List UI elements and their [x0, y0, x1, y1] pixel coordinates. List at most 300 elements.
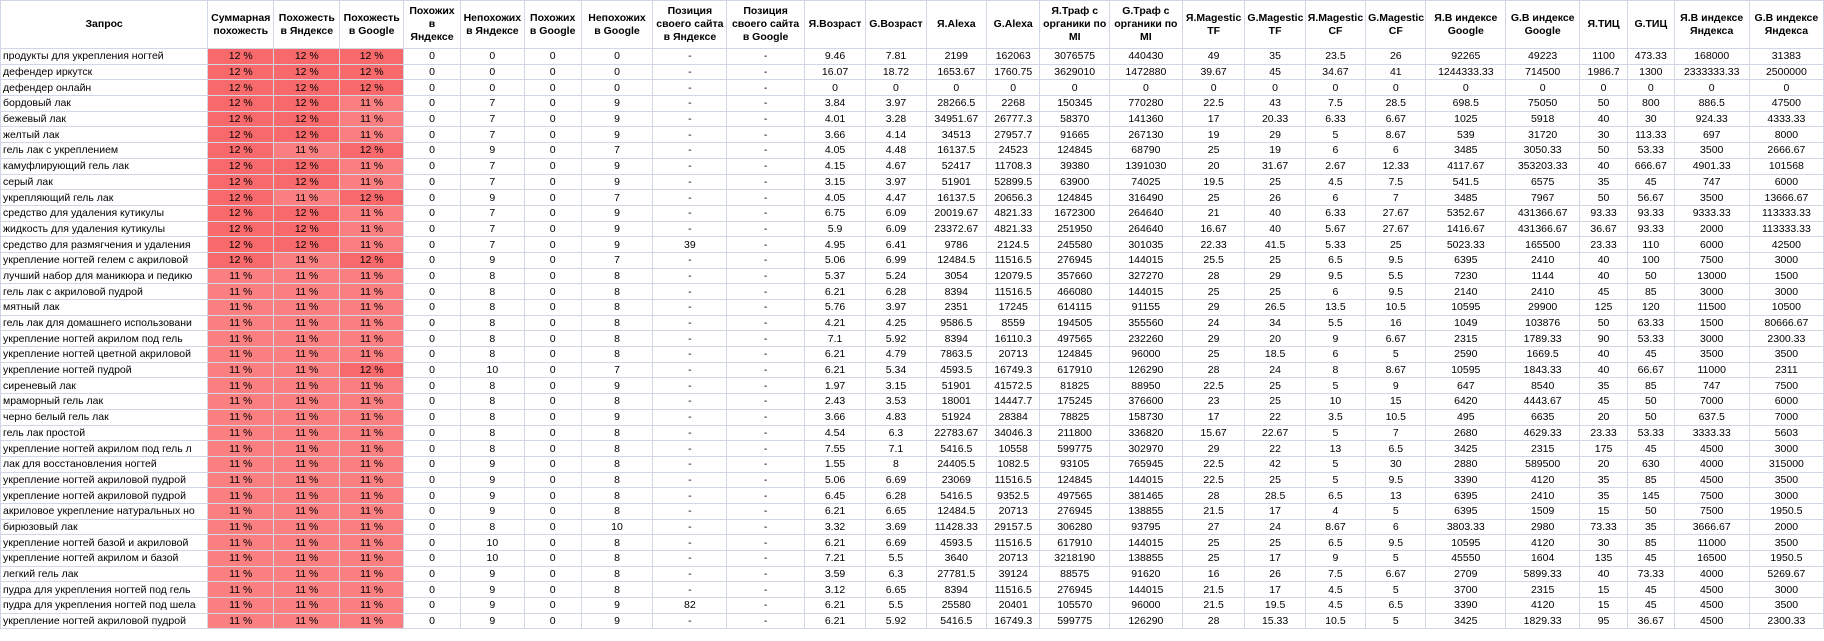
table-cell[interactable]: 0	[524, 205, 581, 221]
table-cell[interactable]: 7	[1366, 190, 1426, 206]
table-cell[interactable]: 6.28	[866, 488, 926, 504]
table-cell[interactable]: 6.69	[866, 472, 926, 488]
table-cell[interactable]: 93.33	[1627, 205, 1674, 221]
table-cell[interactable]: 7	[460, 237, 524, 253]
table-cell[interactable]: 3640	[926, 551, 986, 567]
table-cell[interactable]: 24	[1245, 519, 1305, 535]
column-header[interactable]: Непохожих в Google	[581, 1, 653, 49]
query-cell[interactable]: средство для удаления кутикулы	[1, 205, 208, 221]
table-cell[interactable]: 22.5	[1182, 378, 1245, 394]
table-cell[interactable]: 4.47	[866, 190, 926, 206]
table-cell[interactable]: 28	[1182, 362, 1245, 378]
table-cell[interactable]: 2410	[1506, 488, 1580, 504]
table-cell[interactable]: 81825	[1040, 378, 1109, 394]
table-cell[interactable]: 3.32	[804, 519, 865, 535]
table-cell[interactable]: 9	[581, 378, 653, 394]
table-cell[interactable]: 0	[524, 158, 581, 174]
table-cell[interactable]: 0	[404, 284, 461, 300]
table-cell[interactable]: 6.65	[866, 503, 926, 519]
table-cell[interactable]: 0	[404, 205, 461, 221]
table-cell[interactable]: 27	[1182, 519, 1245, 535]
table-cell[interactable]: 3500	[1749, 472, 1823, 488]
table-cell[interactable]: 5	[1305, 456, 1365, 472]
table-cell[interactable]: 1604	[1506, 551, 1580, 567]
table-cell[interactable]: 3666.67	[1674, 519, 1749, 535]
table-cell[interactable]: 9	[581, 174, 653, 190]
table-cell[interactable]: 7500	[1749, 378, 1823, 394]
query-cell[interactable]: пудра для укрепления ногтей под гель	[1, 582, 208, 598]
table-cell[interactable]: -	[653, 394, 727, 410]
table-cell[interactable]: 630	[1627, 456, 1674, 472]
table-cell[interactable]: 36.67	[1627, 613, 1674, 629]
table-cell[interactable]: 4.67	[866, 158, 926, 174]
table-cell[interactable]: 0	[1426, 80, 1506, 96]
table-cell[interactable]: 23372.67	[926, 221, 986, 237]
table-cell[interactable]: -	[727, 252, 804, 268]
table-cell[interactable]: 5	[1366, 582, 1426, 598]
table-cell[interactable]: 8	[581, 331, 653, 347]
query-cell[interactable]: бежевый лак	[1, 111, 208, 127]
table-cell[interactable]: 93795	[1109, 519, 1182, 535]
table-cell[interactable]: 6.67	[1366, 111, 1426, 127]
table-cell[interactable]: 35	[1627, 519, 1674, 535]
similarity-cell[interactable]: 12 %	[208, 143, 274, 159]
table-cell[interactable]: 28.5	[1245, 488, 1305, 504]
table-cell[interactable]: 5416.5	[926, 613, 986, 629]
table-cell[interactable]: 4.05	[804, 190, 865, 206]
similarity-cell[interactable]: 11 %	[274, 190, 340, 206]
table-cell[interactable]: 26	[1245, 190, 1305, 206]
table-cell[interactable]: 6.41	[866, 237, 926, 253]
table-cell[interactable]: 9	[460, 456, 524, 472]
query-cell[interactable]: бирюзовый лак	[1, 519, 208, 535]
table-cell[interactable]: 3500	[1749, 598, 1823, 614]
table-cell[interactable]: -	[727, 347, 804, 363]
similarity-cell[interactable]: 11 %	[274, 268, 340, 284]
table-cell[interactable]: 4120	[1506, 535, 1580, 551]
table-cell[interactable]: 5269.67	[1749, 566, 1823, 582]
table-cell[interactable]: 3.66	[804, 409, 865, 425]
similarity-cell[interactable]: 11 %	[340, 284, 404, 300]
table-cell[interactable]: -	[727, 64, 804, 80]
table-cell[interactable]: 28.5	[1366, 96, 1426, 112]
table-cell[interactable]: 85	[1627, 472, 1674, 488]
table-cell[interactable]: 0	[404, 80, 461, 96]
table-cell[interactable]: 9	[1305, 331, 1365, 347]
table-cell[interactable]: 45	[1627, 582, 1674, 598]
table-cell[interactable]: 30	[1366, 456, 1426, 472]
table-cell[interactable]: 3.59	[804, 566, 865, 582]
table-cell[interactable]: 497565	[1040, 488, 1109, 504]
table-cell[interactable]: 357660	[1040, 268, 1109, 284]
column-header[interactable]: G.ТИЦ	[1627, 1, 1674, 49]
table-cell[interactable]: -	[727, 221, 804, 237]
table-cell[interactable]: 13.5	[1305, 300, 1365, 316]
similarity-cell[interactable]: 11 %	[340, 519, 404, 535]
table-cell[interactable]: 16749.3	[986, 613, 1040, 629]
table-cell[interactable]: 25	[1245, 535, 1305, 551]
table-cell[interactable]: 3000	[1749, 284, 1823, 300]
table-cell[interactable]: 17245	[986, 300, 1040, 316]
table-cell[interactable]: 91620	[1109, 566, 1182, 582]
table-cell[interactable]: 16110.3	[986, 331, 1040, 347]
table-cell[interactable]: 19	[1182, 127, 1245, 143]
similarity-cell[interactable]: 12 %	[340, 80, 404, 96]
table-cell[interactable]: 4821.33	[986, 221, 1040, 237]
table-cell[interactable]: 20	[1182, 158, 1245, 174]
table-cell[interactable]: 3000	[1674, 331, 1749, 347]
query-cell[interactable]: укрепление ногтей акриловой пудрой	[1, 472, 208, 488]
table-cell[interactable]: 4333.33	[1749, 111, 1823, 127]
table-cell[interactable]: 6	[1305, 190, 1365, 206]
table-cell[interactable]: 27957.7	[986, 127, 1040, 143]
table-cell[interactable]: 29	[1245, 268, 1305, 284]
table-cell[interactable]: 4500	[1674, 472, 1749, 488]
table-cell[interactable]: 2311	[1749, 362, 1823, 378]
table-cell[interactable]: 7967	[1506, 190, 1580, 206]
table-cell[interactable]: 5	[1305, 378, 1365, 394]
table-cell[interactable]: 11516.5	[986, 284, 1040, 300]
table-cell[interactable]: 0	[404, 158, 461, 174]
table-cell[interactable]: 251950	[1040, 221, 1109, 237]
table-cell[interactable]: 666.67	[1627, 158, 1674, 174]
table-cell[interactable]: -	[727, 331, 804, 347]
table-cell[interactable]: 2268	[986, 96, 1040, 112]
table-cell[interactable]: 40	[1245, 205, 1305, 221]
table-cell[interactable]: 16500	[1674, 551, 1749, 567]
table-cell[interactable]: 20019.67	[926, 205, 986, 221]
similarity-cell[interactable]: 12 %	[274, 221, 340, 237]
table-cell[interactable]: 6420	[1426, 394, 1506, 410]
similarity-cell[interactable]: 12 %	[274, 158, 340, 174]
table-cell[interactable]: 68790	[1109, 143, 1182, 159]
table-cell[interactable]: 9	[460, 252, 524, 268]
table-cell[interactable]: 4.14	[866, 127, 926, 143]
table-cell[interactable]: -	[653, 268, 727, 284]
table-cell[interactable]: 5603	[1749, 425, 1823, 441]
table-cell[interactable]: 8.67	[1366, 127, 1426, 143]
table-cell[interactable]: 24	[1245, 362, 1305, 378]
table-cell[interactable]: 4.48	[866, 143, 926, 159]
table-cell[interactable]: 90	[1580, 331, 1628, 347]
table-cell[interactable]: 2.67	[1305, 158, 1365, 174]
table-cell[interactable]: 45	[1245, 64, 1305, 80]
table-cell[interactable]: 103876	[1506, 315, 1580, 331]
table-cell[interactable]: 7500	[1674, 503, 1749, 519]
table-cell[interactable]: -	[727, 127, 804, 143]
table-cell[interactable]: 45	[1627, 598, 1674, 614]
similarity-cell[interactable]: 11 %	[208, 425, 274, 441]
similarity-cell[interactable]: 11 %	[274, 409, 340, 425]
table-cell[interactable]: -	[727, 174, 804, 190]
table-cell[interactable]: 23.5	[1305, 49, 1365, 65]
table-cell[interactable]: 0	[404, 331, 461, 347]
table-cell[interactable]: 5	[1366, 613, 1426, 629]
table-cell[interactable]: 1472880	[1109, 64, 1182, 80]
table-cell[interactable]: 9.5	[1305, 268, 1365, 284]
table-cell[interactable]: 770280	[1109, 96, 1182, 112]
table-cell[interactable]: 381465	[1109, 488, 1182, 504]
table-cell[interactable]: 7	[581, 252, 653, 268]
similarity-cell[interactable]: 11 %	[208, 331, 274, 347]
table-cell[interactable]: 45	[1627, 551, 1674, 567]
table-cell[interactable]: 6.3	[866, 425, 926, 441]
table-cell[interactable]: 22.5	[1182, 456, 1245, 472]
table-cell[interactable]: 53.33	[1627, 425, 1674, 441]
table-cell[interactable]: -	[653, 535, 727, 551]
table-cell[interactable]: 17	[1245, 503, 1305, 519]
query-cell[interactable]: гель лак простой	[1, 425, 208, 441]
table-cell[interactable]: 39.67	[1182, 64, 1245, 80]
similarity-cell[interactable]: 11 %	[340, 503, 404, 519]
similarity-cell[interactable]: 11 %	[274, 284, 340, 300]
table-cell[interactable]: 45	[1627, 347, 1674, 363]
table-cell[interactable]: -	[727, 441, 804, 457]
table-cell[interactable]: 21.5	[1182, 503, 1245, 519]
table-cell[interactable]: 0	[404, 535, 461, 551]
table-cell[interactable]: 0	[524, 566, 581, 582]
table-cell[interactable]: 4.54	[804, 425, 865, 441]
table-cell[interactable]: 6	[1366, 143, 1426, 159]
query-cell[interactable]: укрепление ногтей пудрой	[1, 362, 208, 378]
table-cell[interactable]: 8	[460, 519, 524, 535]
table-cell[interactable]: 144015	[1109, 582, 1182, 598]
table-cell[interactable]: 2000	[1674, 221, 1749, 237]
similarity-cell[interactable]: 11 %	[340, 378, 404, 394]
table-cell[interactable]: 5.06	[804, 472, 865, 488]
table-cell[interactable]: -	[727, 49, 804, 65]
similarity-cell[interactable]: 12 %	[208, 96, 274, 112]
table-cell[interactable]: 245580	[1040, 237, 1109, 253]
similarity-cell[interactable]: 11 %	[274, 252, 340, 268]
similarity-cell[interactable]: 11 %	[208, 315, 274, 331]
table-cell[interactable]: 7.81	[866, 49, 926, 65]
table-cell[interactable]: 10595	[1426, 362, 1506, 378]
table-cell[interactable]: 4821.33	[986, 205, 1040, 221]
table-cell[interactable]: 31383	[1749, 49, 1823, 65]
similarity-cell[interactable]: 11 %	[274, 347, 340, 363]
table-cell[interactable]: 8559	[986, 315, 1040, 331]
table-cell[interactable]: 6	[1305, 284, 1365, 300]
table-cell[interactable]: 440430	[1109, 49, 1182, 65]
table-cell[interactable]: 0	[1182, 80, 1245, 96]
table-cell[interactable]: -	[653, 331, 727, 347]
similarity-cell[interactable]: 11 %	[274, 503, 340, 519]
table-cell[interactable]: 7	[460, 221, 524, 237]
table-cell[interactable]: 7	[460, 174, 524, 190]
similarity-cell[interactable]: 11 %	[274, 613, 340, 629]
table-cell[interactable]: 9.5	[1366, 252, 1426, 268]
similarity-cell[interactable]: 11 %	[208, 456, 274, 472]
table-cell[interactable]: 2315	[1426, 331, 1506, 347]
query-cell[interactable]: укрепление ногтей цветной акриловой	[1, 347, 208, 363]
table-cell[interactable]: 138855	[1109, 551, 1182, 567]
table-cell[interactable]: 8	[581, 300, 653, 316]
similarity-cell[interactable]: 12 %	[274, 111, 340, 127]
table-cell[interactable]: 6.3	[866, 566, 926, 582]
table-cell[interactable]: 589500	[1506, 456, 1580, 472]
similarity-cell[interactable]: 11 %	[274, 519, 340, 535]
table-cell[interactable]: 301035	[1109, 237, 1182, 253]
table-cell[interactable]: 8	[460, 441, 524, 457]
table-cell[interactable]: 2315	[1506, 582, 1580, 598]
table-cell[interactable]: 3000	[1749, 252, 1823, 268]
table-cell[interactable]: 1082.5	[986, 456, 1040, 472]
table-cell[interactable]: 0	[404, 127, 461, 143]
similarity-cell[interactable]: 11 %	[340, 331, 404, 347]
table-cell[interactable]: 0	[524, 441, 581, 457]
similarity-cell[interactable]: 11 %	[208, 598, 274, 614]
table-cell[interactable]: 0	[404, 519, 461, 535]
table-cell[interactable]: -	[653, 409, 727, 425]
table-cell[interactable]: 21.5	[1182, 582, 1245, 598]
table-cell[interactable]: 6.28	[866, 284, 926, 300]
query-cell[interactable]: укрепление ногтей акриловой пудрой	[1, 488, 208, 504]
table-cell[interactable]: 25	[1182, 551, 1245, 567]
similarity-cell[interactable]: 11 %	[208, 409, 274, 425]
table-cell[interactable]: 0	[524, 300, 581, 316]
column-header[interactable]: G.Magestic TF	[1245, 1, 1305, 49]
similarity-cell[interactable]: 12 %	[340, 64, 404, 80]
table-cell[interactable]: 4.5	[1305, 598, 1365, 614]
table-cell[interactable]: 0	[404, 268, 461, 284]
query-cell[interactable]: продукты для укрепления ногтей	[1, 49, 208, 65]
table-cell[interactable]: 7863.5	[926, 347, 986, 363]
table-cell[interactable]: 27.67	[1366, 205, 1426, 221]
table-cell[interactable]: 15	[1366, 394, 1426, 410]
similarity-cell[interactable]: 11 %	[208, 582, 274, 598]
table-cell[interactable]: 66.67	[1627, 362, 1674, 378]
table-cell[interactable]: 11000	[1674, 535, 1749, 551]
similarity-cell[interactable]: 11 %	[274, 472, 340, 488]
query-cell[interactable]: акриловое укрепление натуральных но	[1, 503, 208, 519]
table-cell[interactable]: 11708.3	[986, 158, 1040, 174]
table-cell[interactable]: 3.97	[866, 96, 926, 112]
table-cell[interactable]: 40	[1580, 111, 1628, 127]
table-cell[interactable]: 27.67	[1366, 221, 1426, 237]
table-cell[interactable]: -	[653, 205, 727, 221]
table-cell[interactable]: 232260	[1109, 331, 1182, 347]
table-cell[interactable]: 35	[1580, 488, 1628, 504]
table-cell[interactable]: 4.95	[804, 237, 865, 253]
table-cell[interactable]: 0	[404, 472, 461, 488]
table-cell[interactable]: 92265	[1426, 49, 1506, 65]
table-cell[interactable]: 747	[1674, 174, 1749, 190]
table-cell[interactable]: 27781.5	[926, 566, 986, 582]
table-cell[interactable]: 10.5	[1366, 409, 1426, 425]
similarity-cell[interactable]: 11 %	[274, 582, 340, 598]
table-cell[interactable]: 1391030	[1109, 158, 1182, 174]
table-cell[interactable]: 40	[1580, 252, 1628, 268]
table-cell[interactable]: 73.33	[1580, 519, 1628, 535]
similarity-cell[interactable]: 11 %	[340, 268, 404, 284]
table-cell[interactable]: 6395	[1426, 252, 1506, 268]
table-cell[interactable]: 6.5	[1305, 535, 1365, 551]
similarity-cell[interactable]: 12 %	[274, 237, 340, 253]
table-cell[interactable]: 15.67	[1182, 425, 1245, 441]
table-cell[interactable]: 4117.67	[1426, 158, 1506, 174]
table-cell[interactable]: 9	[460, 613, 524, 629]
table-cell[interactable]: 16137.5	[926, 190, 986, 206]
table-cell[interactable]: 5.92	[866, 331, 926, 347]
table-cell[interactable]: 264640	[1109, 221, 1182, 237]
table-cell[interactable]: 617910	[1040, 362, 1109, 378]
table-cell[interactable]: 18001	[926, 394, 986, 410]
table-cell[interactable]: 3425	[1426, 613, 1506, 629]
table-cell[interactable]: 8	[460, 315, 524, 331]
table-cell[interactable]: 1789.33	[1506, 331, 1580, 347]
table-cell[interactable]: 96000	[1109, 598, 1182, 614]
table-cell[interactable]: 39	[653, 237, 727, 253]
table-cell[interactable]: 2315	[1506, 441, 1580, 457]
table-cell[interactable]: 473.33	[1627, 49, 1674, 65]
table-cell[interactable]: 9	[581, 221, 653, 237]
table-cell[interactable]: 0	[524, 252, 581, 268]
table-cell[interactable]: -	[727, 613, 804, 629]
table-cell[interactable]: 75050	[1506, 96, 1580, 112]
table-cell[interactable]: 5.9	[804, 221, 865, 237]
table-cell[interactable]: 22	[1245, 409, 1305, 425]
table-cell[interactable]: 5	[1366, 347, 1426, 363]
table-cell[interactable]: 124845	[1040, 190, 1109, 206]
table-cell[interactable]: 6	[1366, 519, 1426, 535]
table-cell[interactable]: 9333.33	[1674, 205, 1749, 221]
table-cell[interactable]: 40	[1245, 221, 1305, 237]
column-header[interactable]: Я.В индексе Google	[1426, 1, 1506, 49]
table-cell[interactable]: 1843.33	[1506, 362, 1580, 378]
table-cell[interactable]: 7000	[1674, 394, 1749, 410]
table-cell[interactable]: 26.5	[1245, 300, 1305, 316]
table-cell[interactable]: 5.33	[1305, 237, 1365, 253]
table-cell[interactable]: 2333333.33	[1674, 64, 1749, 80]
table-cell[interactable]: 22.33	[1182, 237, 1245, 253]
table-cell[interactable]: 50	[1627, 394, 1674, 410]
table-cell[interactable]: 10.5	[1305, 613, 1365, 629]
table-cell[interactable]: 39380	[1040, 158, 1109, 174]
table-cell[interactable]: 0	[524, 598, 581, 614]
table-cell[interactable]: -	[653, 472, 727, 488]
table-cell[interactable]: 8	[460, 284, 524, 300]
table-cell[interactable]: 2.43	[804, 394, 865, 410]
table-cell[interactable]: 20	[1245, 331, 1305, 347]
table-cell[interactable]: 0	[1580, 80, 1628, 96]
table-cell[interactable]: 0	[404, 441, 461, 457]
similarity-cell[interactable]: 12 %	[274, 96, 340, 112]
table-cell[interactable]: 25580	[926, 598, 986, 614]
table-cell[interactable]: 0	[404, 143, 461, 159]
table-cell[interactable]: -	[653, 488, 727, 504]
table-cell[interactable]: 19.5	[1245, 598, 1305, 614]
table-cell[interactable]: -	[727, 598, 804, 614]
table-cell[interactable]: -	[727, 582, 804, 598]
table-cell[interactable]: 4.79	[866, 347, 926, 363]
table-cell[interactable]: 35	[1580, 472, 1628, 488]
table-cell[interactable]: 5.24	[866, 268, 926, 284]
similarity-cell[interactable]: 12 %	[208, 190, 274, 206]
table-cell[interactable]: -	[653, 284, 727, 300]
table-cell[interactable]: 5.06	[804, 252, 865, 268]
table-cell[interactable]: 0	[404, 347, 461, 363]
table-cell[interactable]: 13	[1366, 488, 1426, 504]
table-cell[interactable]: 5	[1305, 472, 1365, 488]
table-cell[interactable]: 0	[404, 394, 461, 410]
table-cell[interactable]: 50	[1627, 268, 1674, 284]
table-cell[interactable]: 11428.33	[926, 519, 986, 535]
table-cell[interactable]: 10	[460, 362, 524, 378]
table-cell[interactable]: 22783.67	[926, 425, 986, 441]
table-cell[interactable]: -	[653, 425, 727, 441]
table-cell[interactable]: 3.84	[804, 96, 865, 112]
